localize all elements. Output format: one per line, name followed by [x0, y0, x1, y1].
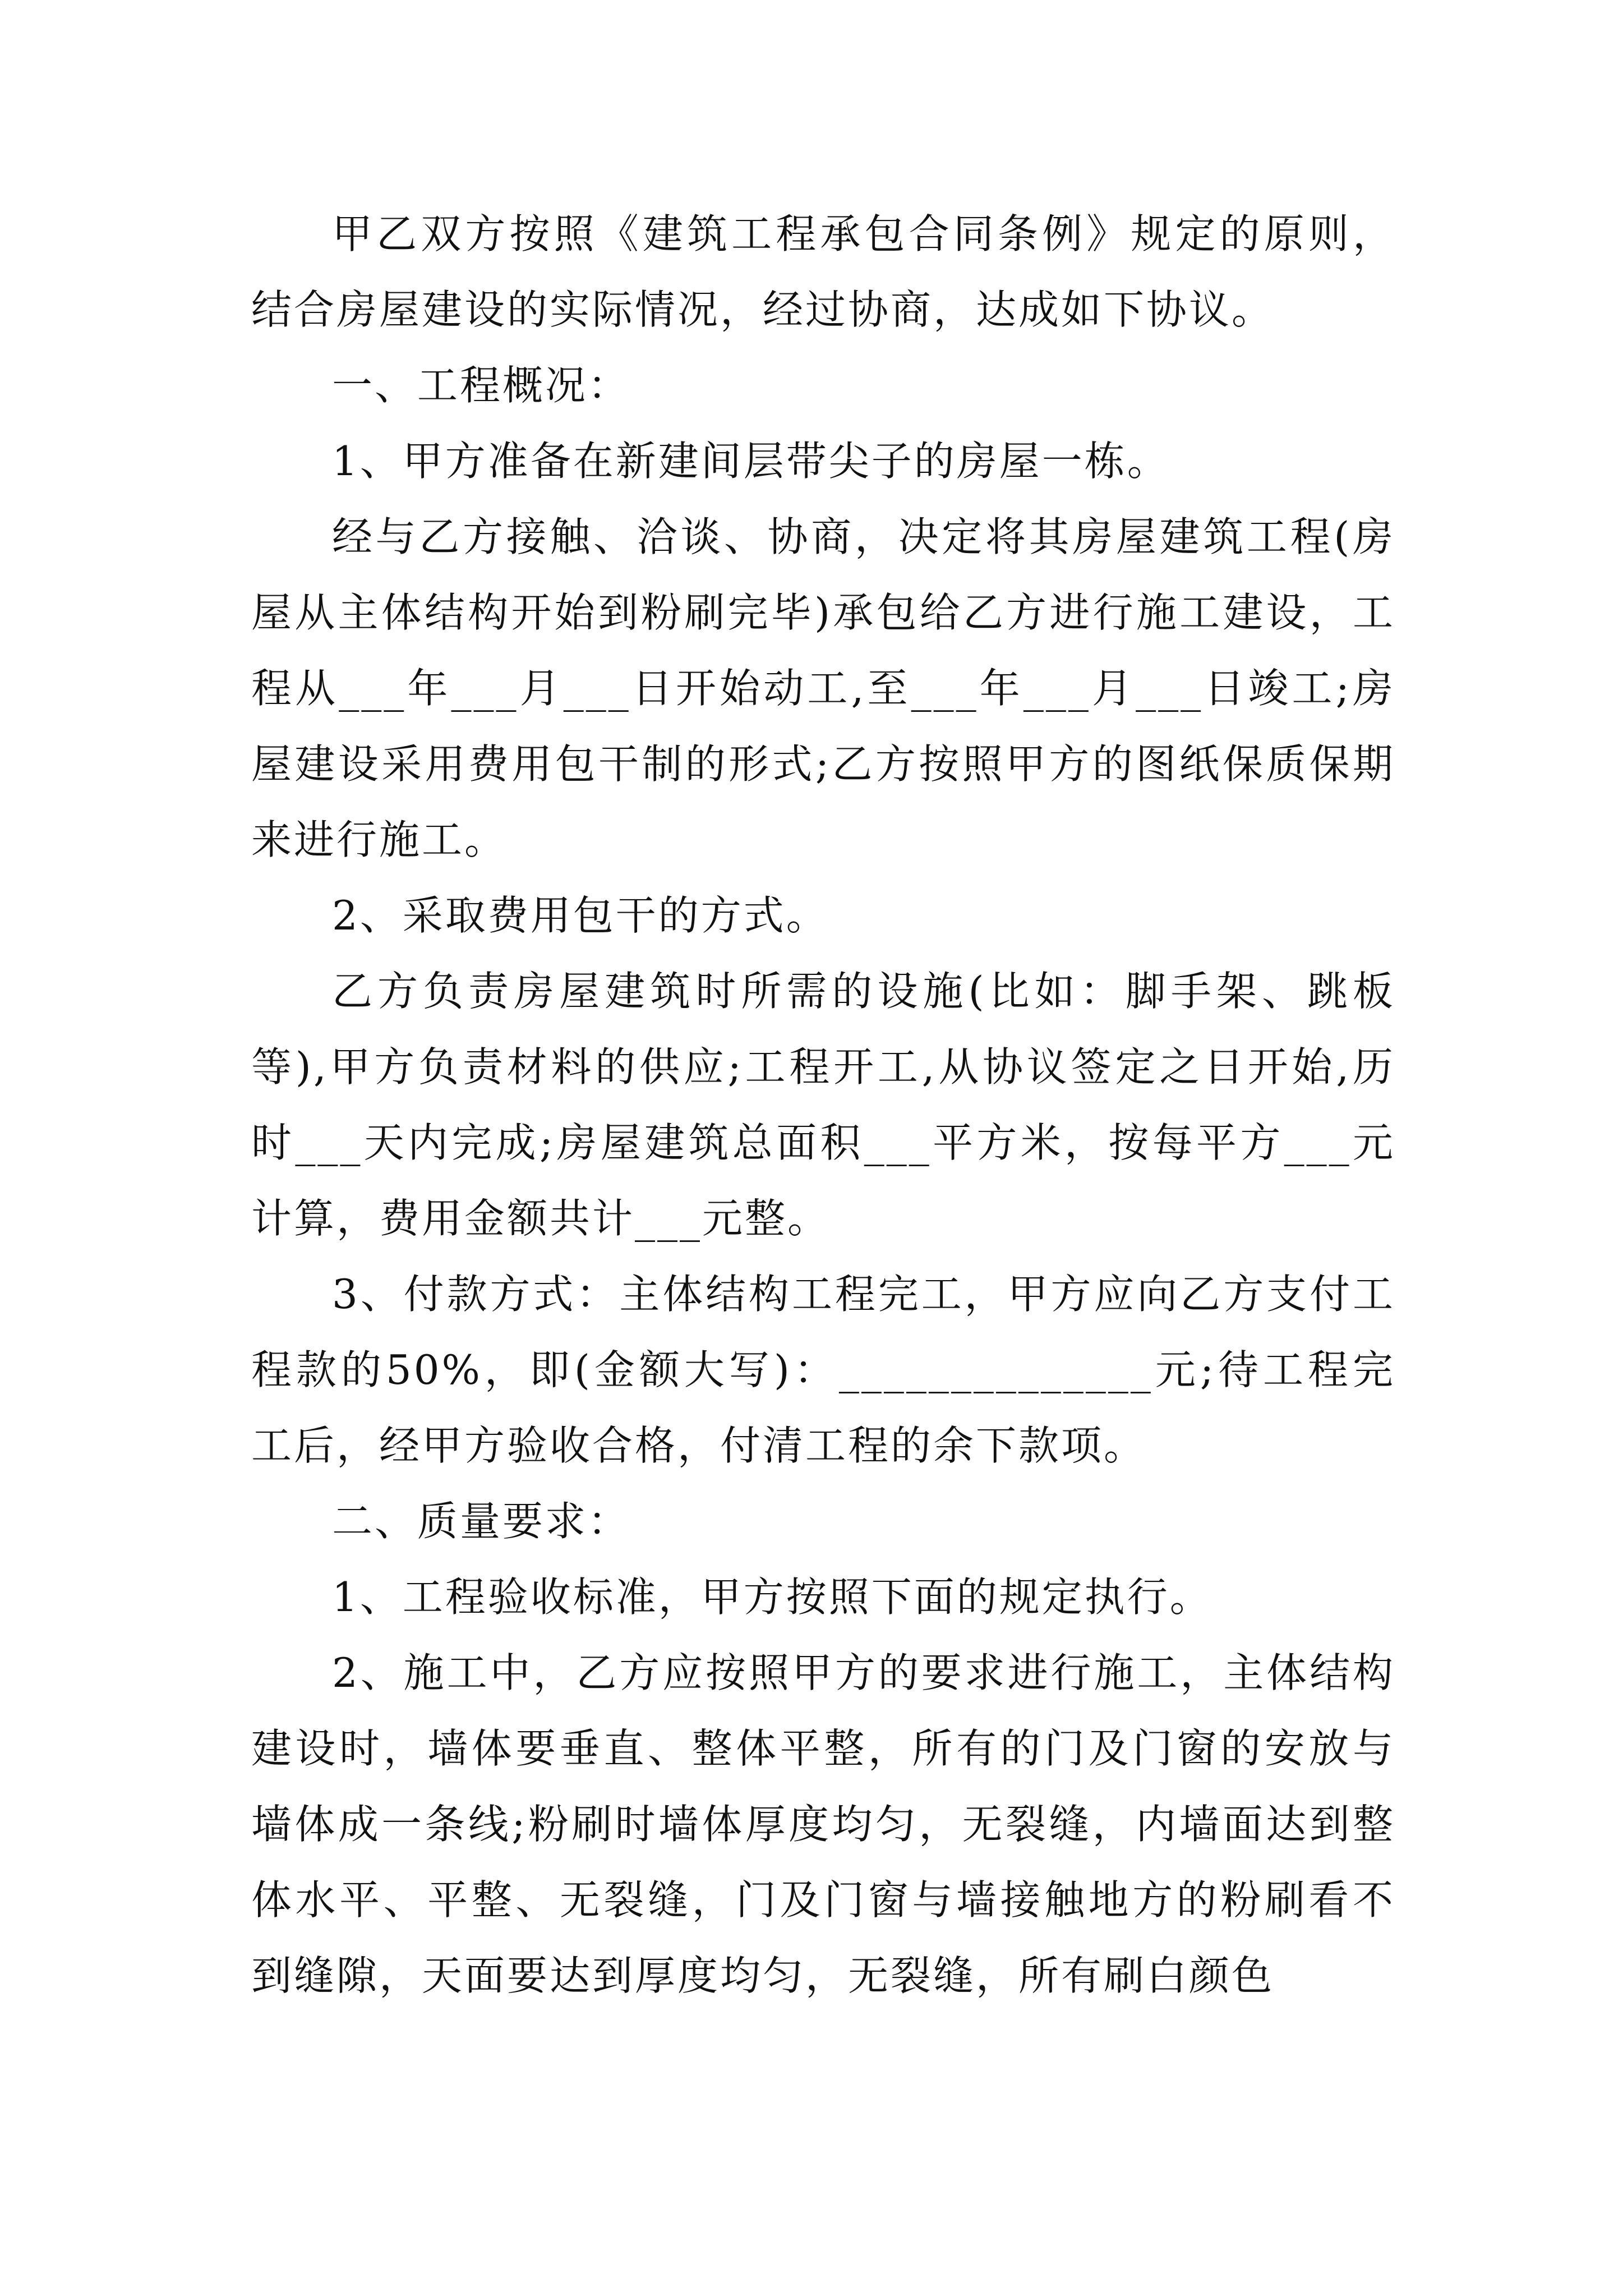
- heading-project-overview: 一、工程概况：: [332, 362, 631, 409]
- paragraph-payment-method: 3、付款方式：主体结构工程完工，甲方应向乙方支付工程款的50%，即(金额大写)：______________元;待工程完工后，经甲方验收合格，付清工程的余下款项。: [251, 1271, 1395, 1469]
- paragraph-construction-requirements: 2、施工中，乙方应按照甲方的要求进行施工，主体结构建设时，墙体要垂直、整体平整，所有的门及门窗的安放与墙体成一条线;粉刷时墙体厚度均匀，无裂缝，内墙面达到整体水平、平整、无裂缝，门及门窗与墙接触地方的粉刷看不到缝隙，天面要达到厚度均匀，无裂缝，所有刷白颜色: [251, 1649, 1395, 1999]
- paragraph-contract-scope: 经与乙方接触、洽谈、协商，决定将其房屋建筑工程(房屋从主体结构开始到粉刷完毕)承包给乙方进行施工建设，工程从___年___月___日开始动工,至___年___月___日竣工;房屋建设采用费用包干制的形式;乙方按照甲方的图纸保质保期来进行施工。: [251, 513, 1395, 863]
- paragraph-cost-terms: 乙方负责房屋建筑时所需的设施(比如：脚手架、跳板等),甲方负责材料的供应;工程开工,从协议签定之日开始,历时___天内完成;房屋建筑总面积___平方米，按每平方___元计算，费用金额共计___元整。: [251, 968, 1395, 1242]
- paragraph-acceptance-standard: 1、工程验收标准，甲方按照下面的规定执行。: [332, 1573, 1212, 1621]
- document-body: [251, 196, 1395, 2014]
- paragraph-item-2: 2、采取费用包干的方式。: [332, 892, 829, 939]
- paragraph-item-1: 1、甲方准备在新建间层带尖子的房屋一栋。: [332, 438, 1170, 485]
- paragraph-intro: 甲乙双方按照《建筑工程承包合同条例》规定的原则，结合房屋建设的实际情况，经过协商，达成如下协议。: [251, 210, 1395, 333]
- heading-quality-requirements: 二、质量要求：: [332, 1498, 631, 1545]
